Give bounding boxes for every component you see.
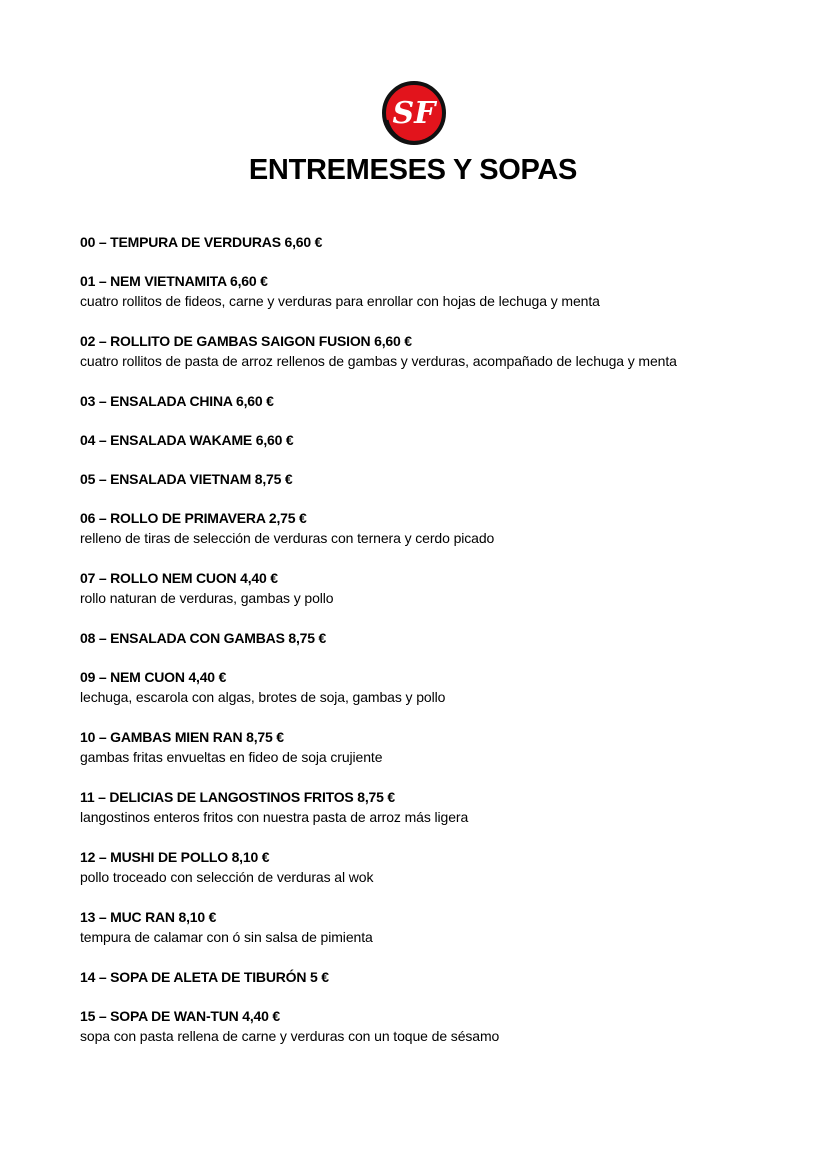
menu-item-description: pollo troceado con selección de verduras al wok <box>80 869 374 885</box>
menu-item-title: 08 – ENSALADA CON GAMBAS 8,75 € <box>80 630 327 646</box>
menu-item <box>80 568 780 609</box>
menu-item <box>80 787 780 828</box>
menu-item-title: 11 – DELICIAS DE LANGOSTINOS FRITOS 8,75 € <box>80 789 395 805</box>
menu-item-title: 00 – TEMPURA DE VERDURAS 6,60 € <box>80 234 323 250</box>
menu-item-description: cuatro rollitos de pasta de arroz rellenos de gambas y verduras, acompañado de lechuga y menta <box>80 353 677 369</box>
menu-item <box>80 331 780 372</box>
menu-item-description: relleno de tiras de selección de verduras con ternera y cerdo picado <box>80 530 495 546</box>
svg-text:SF: SF <box>392 96 436 131</box>
menu-item <box>80 907 780 948</box>
menu-item <box>80 847 780 888</box>
menu-item <box>80 271 780 312</box>
menu-item <box>80 628 780 648</box>
menu-item <box>80 667 780 708</box>
menu-item <box>80 469 780 489</box>
restaurant-logo <box>381 80 447 146</box>
menu-item-title: 02 – ROLLITO DE GAMBAS SAIGON FUSION 6,60 € <box>80 333 412 349</box>
menu-item-title: 10 – GAMBAS MIEN RAN 8,75 € <box>80 729 284 745</box>
menu-item-description: langostinos enteros fritos con nuestra pasta de arroz más ligera <box>80 809 469 825</box>
menu-item <box>80 727 780 768</box>
page-title: ENTREMESES Y SOPAS <box>248 154 578 186</box>
menu-item-title: 04 – ENSALADA WAKAME 6,60 € <box>80 432 294 448</box>
menu-item-description: gambas fritas envueltas en fideo de soja crujiente <box>80 749 383 765</box>
menu-item-title: 14 – SOPA DE ALETA DE TIBURÓN 5 € <box>80 969 329 985</box>
menu-item-title: 15 – SOPA DE WAN-TUN 4,40 € <box>80 1008 280 1024</box>
menu-item-description: sopa con pasta rellena de carne y verduras con un toque de sésamo <box>80 1028 500 1044</box>
menu-item-title: 13 – MUC RAN 8,10 € <box>80 909 217 925</box>
menu-item-title: 12 – MUSHI DE POLLO 8,10 € <box>80 849 270 865</box>
menu-item <box>80 391 780 411</box>
menu-item-description: cuatro rollitos de fideos, carne y verduras para enrollar con hojas de lechuga y menta <box>80 293 600 309</box>
menu-item-title: 01 – NEM VIETNAMITA 6,60 € <box>80 273 268 289</box>
menu-item-description: rollo naturan de verduras, gambas y pollo <box>80 590 334 606</box>
menu-item-title: 03 – ENSALADA CHINA 6,60 € <box>80 393 274 409</box>
menu-item-title: 09 – NEM CUON 4,40 € <box>80 669 227 685</box>
menu-item <box>80 508 780 549</box>
menu-item <box>80 430 780 450</box>
menu-item-description: lechuga, escarola con algas, brotes de soja, gambas y pollo <box>80 689 446 705</box>
menu-item <box>80 232 780 252</box>
menu-list <box>80 232 780 1066</box>
menu-item <box>80 1006 780 1047</box>
menu-item <box>80 967 780 987</box>
menu-item-title: 05 – ENSALADA VIETNAM 8,75 € <box>80 471 293 487</box>
menu-item-title: 07 – ROLLO NEM CUON 4,40 € <box>80 570 278 586</box>
menu-item-description: tempura de calamar con ó sin salsa de pimienta <box>80 929 373 945</box>
menu-item-title: 06 – ROLLO DE PRIMAVERA 2,75 € <box>80 510 307 526</box>
